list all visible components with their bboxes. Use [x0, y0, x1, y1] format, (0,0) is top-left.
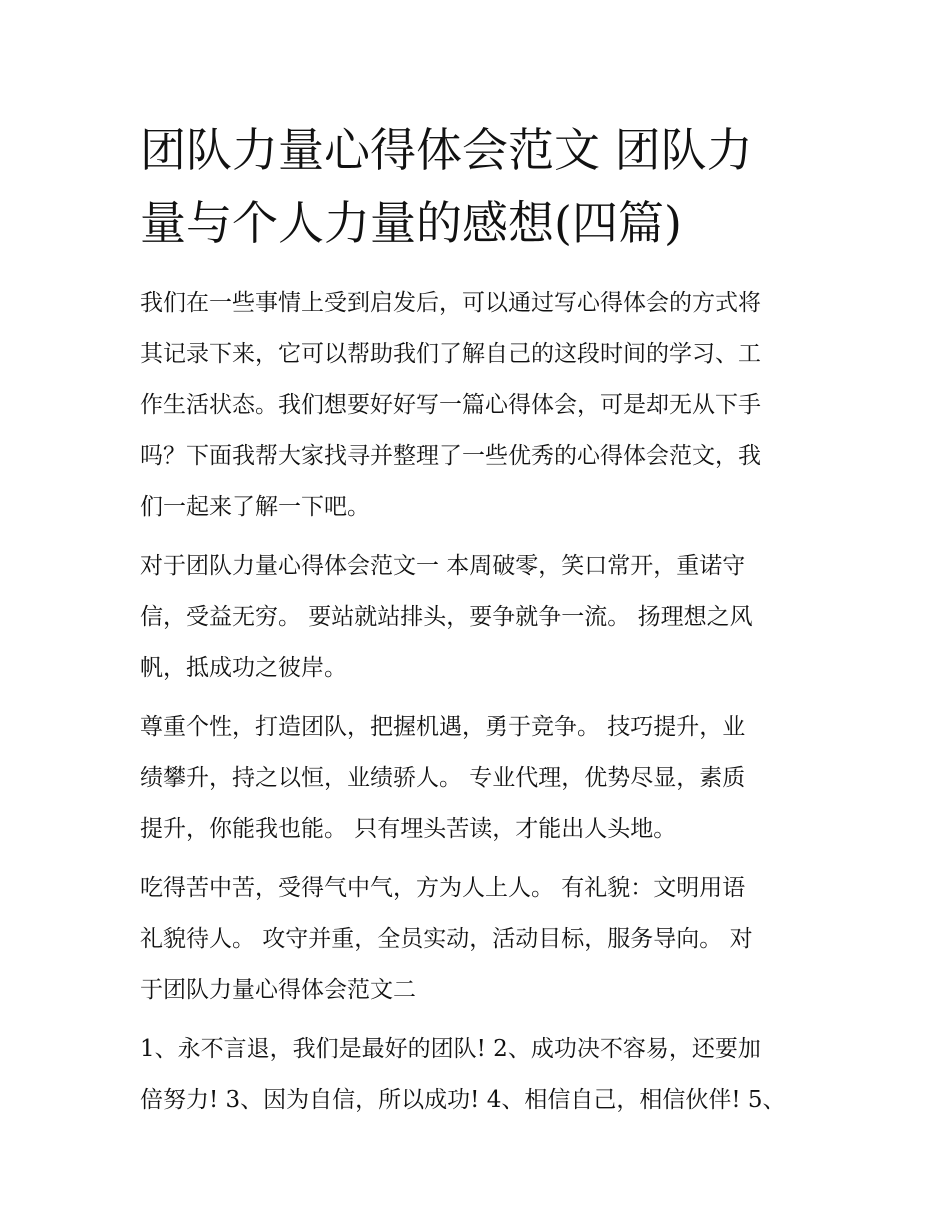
text-line: 吗？下面我帮大家找寻并整理了一些优秀的心得体会范文，我 [140, 443, 761, 469]
text-line: 提升，你能我也能。 只有埋头苦读，才能出人头地。 [140, 816, 677, 842]
body-paragraph [140, 541, 815, 694]
text-line: 1、永不言退，我们是最好的团队! 2、成功决不容易，还要加 [140, 1036, 761, 1062]
body-paragraph [140, 702, 815, 855]
text-line: 礼貌待人。 攻守并重，全员实动，活动目标，服务导向。 对 [140, 926, 753, 952]
text-line: 作生活状态。我们想要好好写一篇心得体会，可是却无从下手 [140, 392, 761, 418]
intro-paragraph [140, 278, 815, 533]
title-line: 量与个人力量的感想(四篇) [140, 196, 682, 250]
title-line: 团队力量心得体会范文 团队力 [140, 123, 753, 177]
text-line: 绩攀升，持之以恒，业绩骄人。 专业代理，优势尽显，素质 [140, 765, 746, 791]
document-title [140, 114, 815, 260]
body-paragraph [140, 1024, 815, 1126]
text-line: 信，受益无穷。 要站就站排头，要争就争一流。 扬理想之风 [140, 604, 753, 630]
text-line: 于团队力量心得体会范文二 [140, 977, 416, 1003]
text-line: 们一起来了解一下吧。 [140, 494, 370, 520]
text-line: 尊重个性，打造团队，把握机遇，勇于竞争。 技巧提升，业 [140, 714, 746, 740]
document-content [140, 114, 815, 1126]
text-line: 帆，抵成功之彼岸。 [140, 655, 347, 681]
text-line: 我们在一些事情上受到启发后，可以通过写心得体会的方式将 [140, 290, 761, 316]
text-line: 倍努力! 3、因为自信，所以成功! 4、相信自己，相信伙伴! 5、 [140, 1087, 786, 1113]
text-line: 其记录下来，它可以帮助我们了解自己的这段时间的学习、工 [140, 341, 761, 367]
text-line: 对于团队力量心得体会范文一 本周破零，笑口常开，重诺守 [140, 553, 746, 579]
body-paragraph [140, 863, 815, 1016]
text-line: 吃得苦中苦，受得气中气，方为人上人。 有礼貌：文明用语 [140, 875, 746, 901]
